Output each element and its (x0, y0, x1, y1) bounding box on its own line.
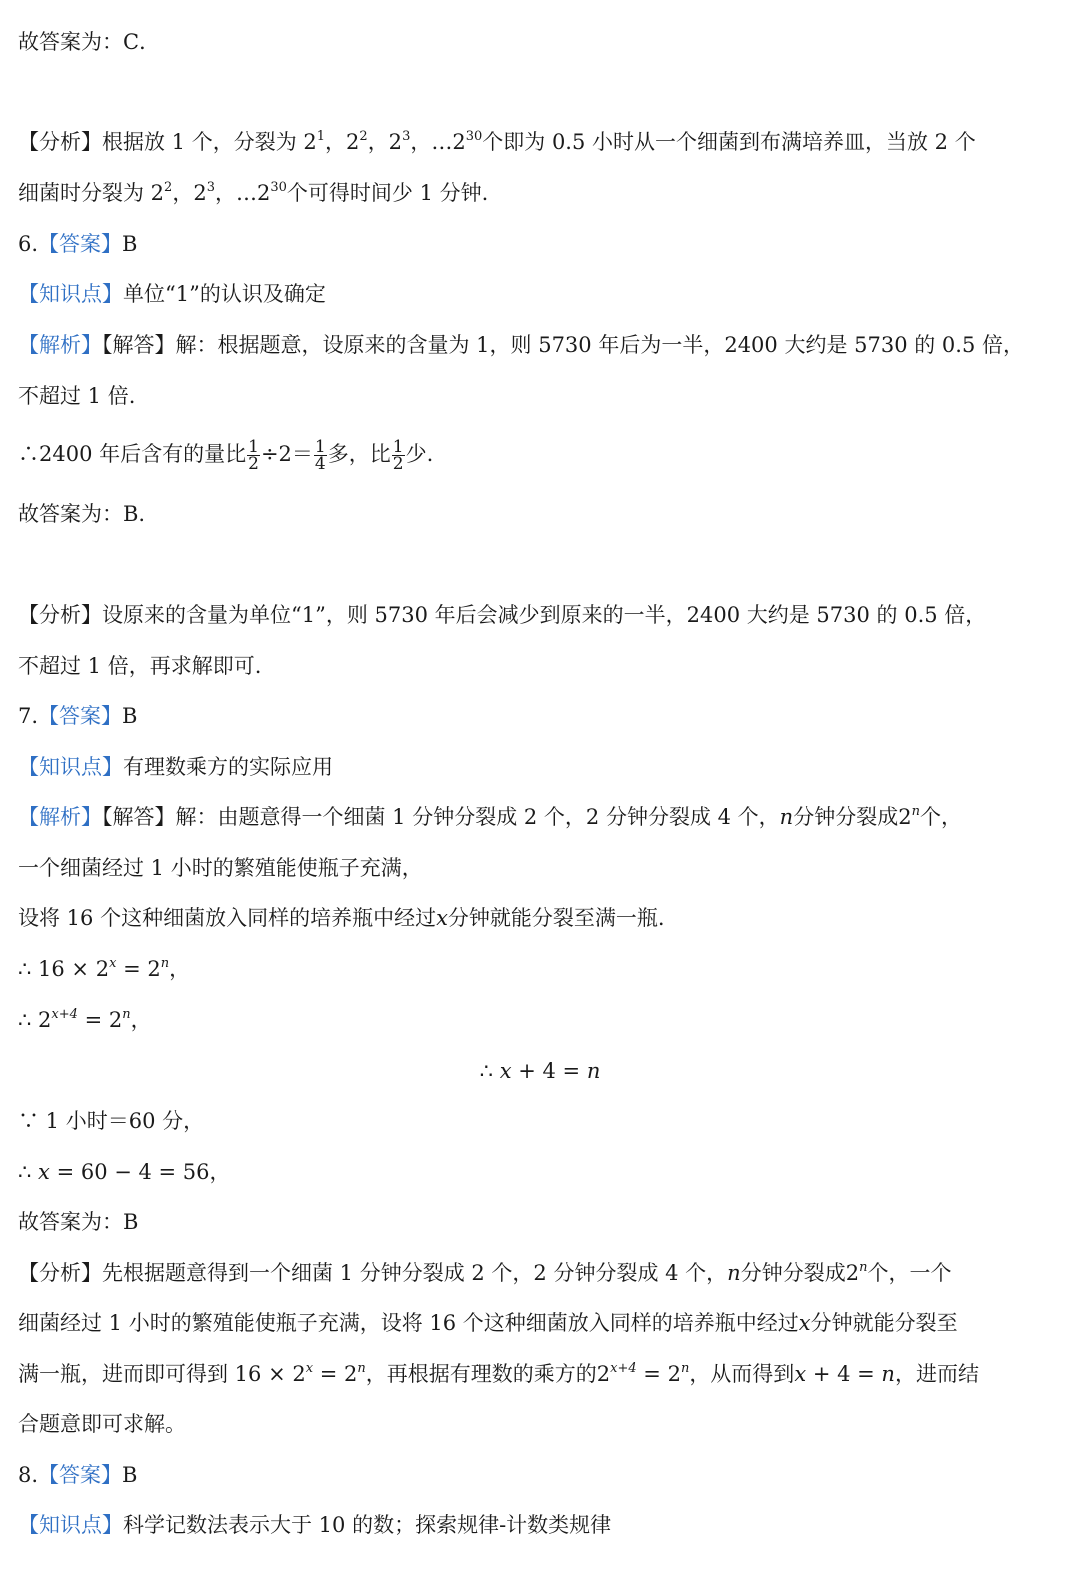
fraction-half: $\frac{1}{2}$ (392, 437, 404, 474)
equation-2: ∴ $2^{x+4} = 2^n$， (18, 1007, 152, 1032)
question-7-answer: 7.【答案】B (18, 704, 138, 728)
equation-3-centered: ∴ x + 4 = n (479, 1059, 601, 1083)
question-6-analysis-2: 不超过 1 倍，再求解即可. (18, 654, 262, 678)
answer-label: 【答案】 (38, 232, 123, 256)
question-6-solution-2: 不超过 1 倍. (18, 384, 136, 408)
knowledge-label: 【知识点】 (18, 1513, 123, 1537)
equation-4: ∵ 1 小时＝60 分， (18, 1109, 205, 1133)
solution-label: 【解析】 (18, 333, 102, 357)
question-6-knowledge: 【知识点】单位“1”的认识及确定 (18, 282, 326, 306)
analysis-label: 【分析】 (18, 130, 102, 154)
question-7-analysis-3: 满一瓶，进而即可得到 $16 \times 2^x = 2^n$，再根据有理数的乘方的$2^{x+4} = 2^n$，从而得到x + 4 = n，进而结 (18, 1361, 979, 1386)
question-7-analysis-1: 【分析】先根据题意得到一个细菌 1 分钟分裂成 2 个，2 分钟分裂成 4 个，n分钟分裂成2$^n$个，一个 (18, 1260, 952, 1285)
knowledge-label: 【知识点】 (18, 755, 123, 779)
question-7-knowledge: 【知识点】有理数乘方的实际应用 (18, 755, 333, 779)
analysis-line-1: 【分析】根据放 1 个，分裂为 $2^1$，$2^2$，$2^3$，$\dots 2^{30}$个即为 0.5 小时从一个细菌到布满培养皿，当放 2 个 (18, 129, 976, 154)
question-7-solution-3: 设将 16 个这种细菌放入同样的培养瓶中经过x分钟就能分裂至满一瓶. (18, 906, 665, 930)
fraction-quarter: $\frac{1}{4}$ (314, 437, 326, 474)
answer-label: 【答案】 (38, 704, 123, 728)
question-7-analysis-4: 合题意即可求解。 (18, 1412, 186, 1436)
knowledge-label: 【知识点】 (18, 282, 123, 306)
question-8-answer: 8.【答案】B (18, 1463, 138, 1487)
equation-1: ∴ $16 \times 2^x = 2^n$， (18, 956, 191, 981)
equation-5: ∴ x = 60 − 4 = 56， (18, 1160, 231, 1184)
answer-line-b-2: 故答案为：B (18, 1210, 139, 1234)
analysis-label: 【分析】 (18, 603, 102, 627)
question-6-solution-1: 【解析】【解答】解：根据题意，设原来的含量为 1，则 5730 年后为一半，2400 大约是 5730 的 0.5 倍， (18, 333, 1024, 357)
question-8-knowledge: 【知识点】科学记数法表示大于 10 的数；探索规律-计数类规律 (18, 1513, 612, 1537)
analysis-label: 【分析】 (18, 1261, 102, 1285)
question-6-analysis-1: 【分析】设原来的含量为单位“1”，则 5730 年后会减少到原来的一半，2400 大约是 5730 的 0.5 倍， (18, 603, 987, 627)
question-7-analysis-2: 细菌经过 1 小时的繁殖能使瓶子充满，设将 16 个这种细菌放入同样的培养瓶中经过x分钟就能分裂至 (18, 1311, 958, 1335)
question-6-answer: 6.【答案】B (18, 232, 138, 256)
question-7-solution-2: 一个细菌经过 1 小时的繁殖能使瓶子充满， (18, 856, 423, 880)
answer-line-b: 故答案为：B. (18, 502, 146, 526)
analysis-line-2: 细菌时分裂为 $2^2$，$2^3$，$\dots 2^{30}$个可得时间少 1 分钟. (18, 180, 489, 205)
question-7-solution-1: 【解析】【解答】解：由题意得一个细菌 1 分钟分裂成 2 个，2 分钟分裂成 4 个，n分钟分裂成2$^n$个， (18, 804, 962, 829)
solution-label: 【解析】 (18, 805, 102, 829)
question-6-fraction-line: ∴2400 年后含有的量比 $\frac{1}{2}$ ÷2＝ $\frac{1}{4}$ 多，比 $\frac{1}{2}$ 少. (18, 437, 434, 474)
answer-label: 【答案】 (38, 1463, 123, 1487)
answer-line-c: 故答案为：C． (18, 30, 161, 54)
fraction-half: $\frac{1}{2}$ (248, 437, 259, 474)
